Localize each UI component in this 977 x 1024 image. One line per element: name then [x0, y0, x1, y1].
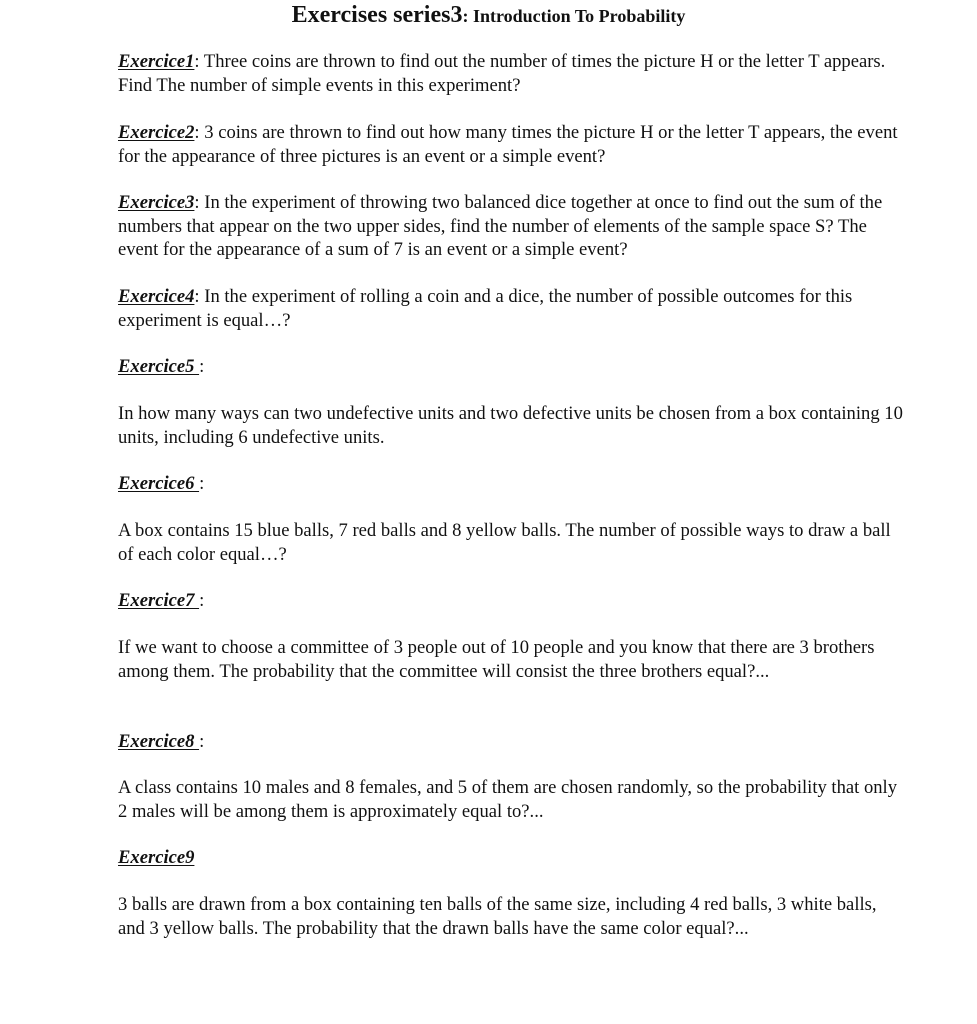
exercise-8-heading: [118, 730, 204, 754]
exercise-2: [118, 121, 908, 168]
exercise-5-label: Exercice5: [118, 356, 200, 377]
exercise-4-separator: :: [194, 286, 205, 307]
exercise-1-text: Three coins are thrown to find out the number of times the picture H or the letter T appears. Find The number of simple events in this experiment?: [118, 51, 886, 96]
exercise-3-label: Exercice3: [118, 192, 195, 213]
exercise-4-label: Exercice4: [118, 286, 195, 307]
exercise-1-label: Exercice1: [118, 51, 195, 72]
exercise-4: [118, 285, 908, 332]
exercise-8-label: Exercice8: [118, 731, 200, 752]
exercise-1-separator: :: [194, 51, 204, 72]
exercise-2-text: 3 coins are thrown to find out how many times the picture H or the letter T appears, the event for the appearance of three pictures is an event or a simple event?: [118, 122, 898, 167]
exercise-3-separator: :: [194, 192, 205, 213]
exercise-7-label: Exercice7: [118, 590, 200, 611]
exercise-5-heading: [118, 355, 204, 379]
exercise-4-text: In the experiment of rolling a coin and a dice, the number of possible outcomes for this experiment is equal…?: [118, 286, 853, 331]
exercise-8-text: A class contains 10 males and 8 females, and 5 of them are chosen randomly, so the probability that only 2 males will be among them is approximately equal to?...: [118, 777, 898, 822]
exercise-9-label: Exercice9: [118, 847, 195, 868]
exercise-3-text: In the experiment of throwing two balanced dice together at once to find out the sum of the numbers that appear on the two upper sides, find the number of elements of the sample space S? The event for the appearance of a sum of 7 is an event or a simple event?: [118, 192, 883, 260]
exercise-5-separator: :: [199, 356, 205, 377]
exercise-9-heading: [118, 846, 194, 870]
exercise-3: [118, 191, 908, 262]
exercise-6-label: Exercice6: [118, 473, 200, 494]
exercise-6-heading: [118, 472, 204, 496]
exercise-2-separator: :: [194, 122, 205, 143]
exercise-8-separator: :: [199, 731, 205, 752]
exercise-7-text: If we want to choose a committee of 3 people out of 10 people and you know that there are 3 brothers among them. The probability that the committee will consist the three brothers equal?...: [118, 637, 875, 682]
title-main: Exercises series3: [291, 2, 463, 28]
exercise-6-text: A box contains 15 blue balls, 7 red balls and 8 yellow balls. The number of possible ways to draw a ball of each color equal…?: [118, 520, 891, 565]
exercise-5-text: In how many ways can two undefective units and two defective units be chosen from a box containing 10 units, including 6 undefective units.: [118, 403, 903, 448]
page-title: [0, 2, 977, 29]
exercise-1: [118, 50, 908, 97]
title-subtitle: : Introduction To Probability: [462, 6, 686, 26]
exercise-6-separator: :: [199, 473, 205, 494]
exercise-7-heading: [118, 589, 204, 613]
exercise-2-label: Exercice2: [118, 122, 195, 143]
exercise-9-text: 3 balls are drawn from a box containing ten balls of the same size, including 4 red balls, 3 white balls, and 3 yellow balls. The probability that the drawn balls have the same color equal?...: [118, 894, 877, 939]
exercise-7-separator: :: [199, 590, 205, 611]
